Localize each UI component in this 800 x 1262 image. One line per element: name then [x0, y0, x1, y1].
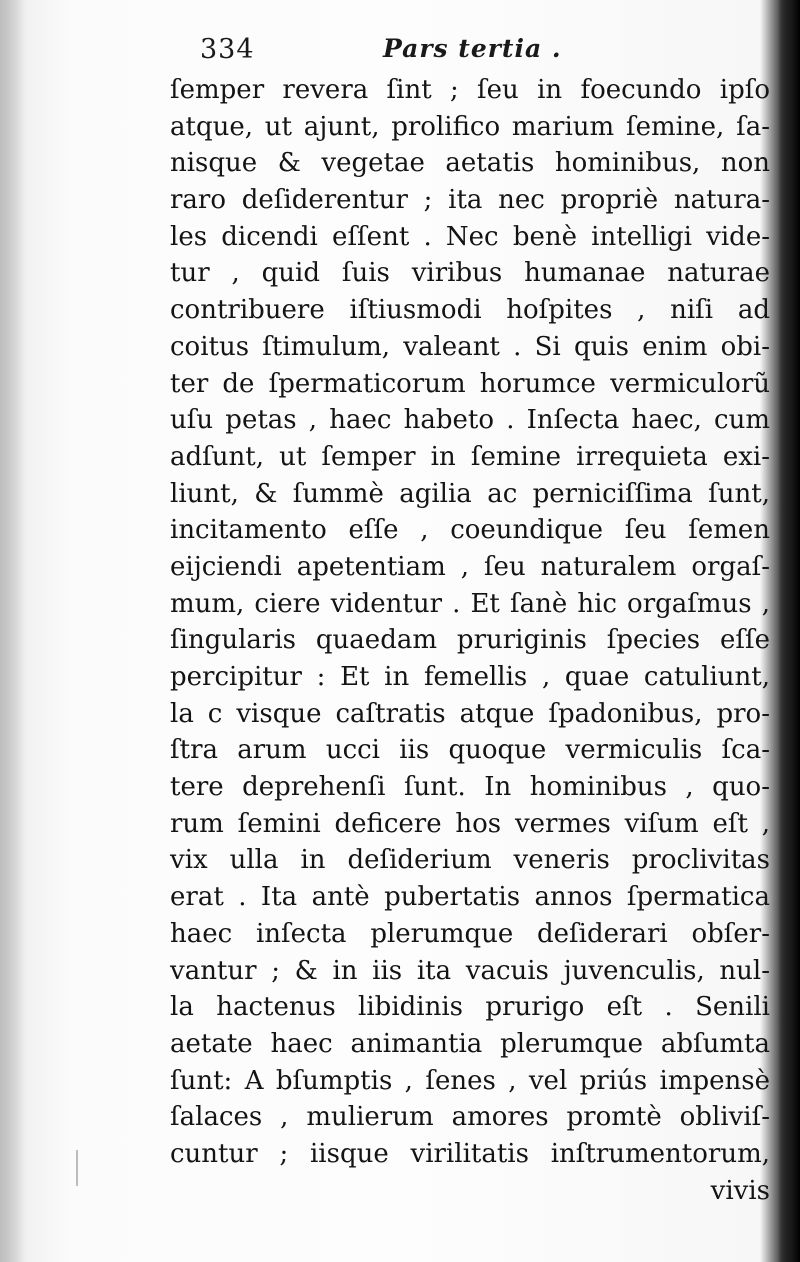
text-line: rum ſemini deficere hos vermes viſum eſt , — [170, 808, 770, 839]
text-line: uſu petas , haec habeto . Inſecta haec, cum — [170, 405, 770, 436]
text-line: ſtra arum ucci iis quoque vermiculis ſca- — [170, 735, 770, 766]
text-line: haec inſecta plerumque deſiderari obſer- — [170, 918, 770, 949]
gutter-shadow — [0, 0, 24, 1262]
text-line: vantur ; & in iis ita vacuis juvenculis, nul- — [170, 955, 770, 986]
text-line: coitus ſtimulum, valeant . Si quis enim obi- — [170, 331, 770, 362]
text-line: ſingularis quaedam pruriginis ſpecies eſſe — [170, 625, 770, 656]
text-line: liunt, & ſummè agilia ac perniciſſima ſunt, — [170, 478, 770, 509]
text-line: mum, ciere videntur . Et ſanè hic orgaſmus , — [170, 588, 770, 619]
text-line: nisque & vegetae aetatis hominibus, non — [170, 148, 770, 179]
text-line: erat . Ita antè pubertatis annos ſpermatica — [170, 882, 770, 913]
page-edge-shadow — [778, 0, 800, 1262]
page-number: 334 — [200, 34, 255, 65]
catchword: vivis — [710, 1175, 770, 1206]
text-line: adſunt, ut ſemper in ſemine irrequieta exi- — [170, 441, 770, 472]
running-head: Pars tertia . — [383, 34, 562, 63]
text-line: ſunt: A bſumptis , ſenes , vel priús impensè — [170, 1065, 770, 1096]
text-line: eijciendi apetentiam , ſeu naturalem orgaſ- — [170, 551, 770, 582]
text-line: tere deprehenſi ſunt. In hominibus , quo- — [170, 772, 770, 803]
text-line: la c visque caſtratis atque ſpadonibus, pro- — [170, 698, 770, 729]
text-line: atque, ut ajunt, prolifico marium ſemine, ſa- — [170, 111, 770, 142]
page-header — [200, 34, 620, 70]
text-line: la hactenus libidinis prurigo eſt . Senili — [170, 992, 770, 1023]
text-line: incitamento eſſe , coeundique ſeu ſemen — [170, 515, 770, 546]
margin-mark — [76, 1150, 78, 1186]
text-line: cuntur ; iisque virilitatis inſtrumentorum, — [170, 1138, 770, 1169]
text-line: contribuere iſtiusmodi hoſpites , niſi ad — [170, 295, 770, 326]
text-line: les dicendi eſſent . Nec benè intelligi vide- — [170, 221, 770, 252]
text-line: ſemper revera ſint ; ſeu in foecundo ipſo — [170, 75, 770, 105]
text-line: percipitur : Et in femellis , quae catuliunt, — [170, 662, 770, 692]
text-line: aetate haec animantia plerumque abſumta — [170, 1028, 770, 1059]
text-line: ſalaces , mulierum amores promtè obliviſ- — [170, 1102, 770, 1133]
text-line: vix ulla in deſiderium veneris proclivitas — [170, 845, 770, 876]
text-line: tur , quid ſuis viribus humanae naturae — [170, 258, 770, 289]
text-line: ter de ſpermaticorum horumce vermiculorũ — [170, 368, 770, 399]
text-line: raro deſiderentur ; ita nec propriè natura- — [170, 185, 770, 216]
body-text — [170, 72, 770, 1209]
